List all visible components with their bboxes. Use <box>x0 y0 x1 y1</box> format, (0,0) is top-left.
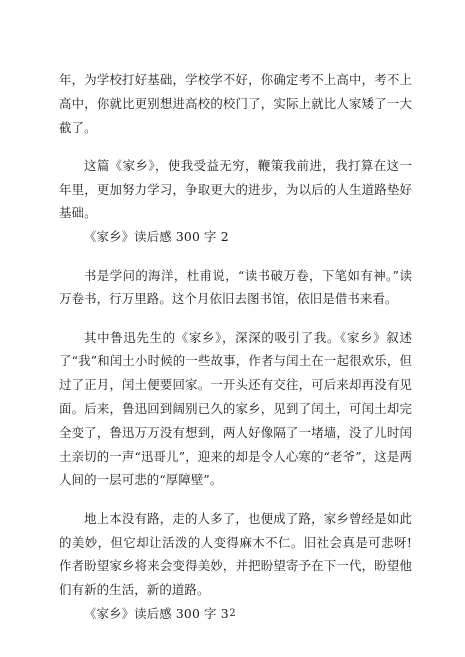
paragraph-story-summary: 其中鲁迅先生的《家乡》，深深的吸引了我。《家乡》叙述了“我”和闰土小时候的一些故事，作者与闰土在一起很欢乐，但过了正月，闰土便要回家。一开头还有交往，可后来却再没有见面。后来，鲁迅回到阔别已久的家乡，见到了闰土，可闰土却完全变了，鲁迅万万没有想到，两人好像隔了一堵墙，没了儿时闰土亲切的一声“迅哥儿”，迎来的却是令人心寒的“老爷”，这是两人间的一层可悲的“厚障壁”。 <box>59 329 412 488</box>
page-number: 2 <box>229 608 236 619</box>
paragraph-continuation: 年，为学校打好基础，学校学不好，你确定考不上高中，考不上高中，你就比更别想进高校的校门了，实际上就比人家矮了一大截了。 <box>59 72 412 135</box>
document-body <box>59 68 412 626</box>
paragraph-reflection: 地上本没有路，走的人多了，也便成了路，家乡曾经是如此的美妙，但它却让活泼的人变得麻木不仁。旧社会真是可悲呀!作者盼望家乡将来会变得美妙，并把盼望寄予在下一代，盼望他们有新的生活，新的道路。 <box>59 510 412 598</box>
section-heading-2: 《家乡》读后感 300 字 2 <box>84 229 229 245</box>
section-heading-3: 《家乡》读后感 300 字 3 <box>84 605 229 621</box>
paragraph-library: 书是学问的海洋，杜甫说，“读书破万卷，下笔如有神。”读万卷书，行万里路。这个月依旧去图书馆，依旧是借书来看。 <box>59 267 412 307</box>
paragraph-resolution: 这篇《家乡》，使我受益无穷，鞭策我前进，我打算在这一年里，更加努力学习，争取更大的进步，为以后的人生道路垫好基础。 <box>59 157 412 221</box>
